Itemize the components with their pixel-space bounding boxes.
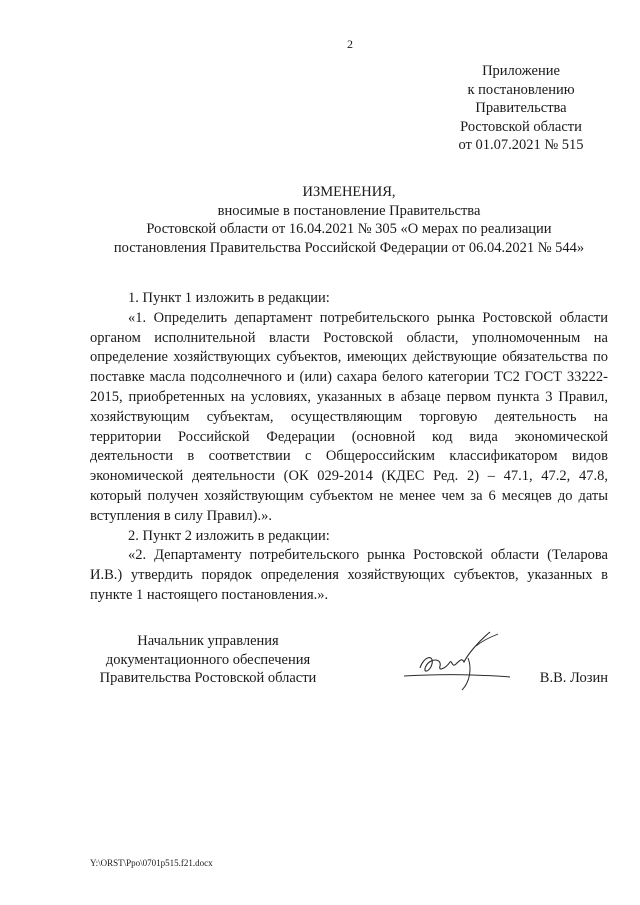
heading-line: вносимые в постановление Правительства [217, 202, 481, 219]
heading-line: Ростовской области от 16.04.2021 № 305 «О мерах по реализации [146, 221, 552, 237]
appendix-line: к постановлению [467, 81, 575, 98]
appendix-line: Правительства [475, 100, 567, 116]
body-paragraph: 1. Пункт 1 изложить в редакции: [128, 290, 330, 306]
signatory-position [88, 632, 328, 688]
document-body [90, 289, 608, 606]
appendix-line: Приложение [482, 63, 560, 79]
heading-line: постановления Правительства Российской Федерации от 06.04.2021 № 544» [113, 239, 585, 256]
position-line: документационного обеспечения [105, 651, 311, 668]
body-paragraph: 2. Пункт 2 изложить в редакции: [128, 527, 330, 544]
position-line: Правительства Ростовской области [99, 670, 317, 686]
appendix-line: Ростовской области [460, 118, 582, 135]
body-paragraph: «1. Определить департамент потребительского рынка Ростовской области органом исполнительной власти Ростовской области, уполномоченным на определение хозяйствующих субъектов, имеющих действующие обязательства по поставке масла подсолнечного и (или) сахара белого категории ТС2 ГОСТ 33222-2015, приобретенных на условиях, указанных в абзаце первом пункта 3 Правил, хозяйствующим субъектам, осуществляющим торговую деятельность на территории Российской Федерации (основной код вида экономической деятельности в соответствии с Общероссийским классификатором видов экономической деятельности (ОК 029-2014 (КДЕС Ред. 2) – 47.1, 47.2, 47.8, который получен хозяйствующим субъектом не менее чем за 6 месяцев до даты вступления в силу Правил).». [90, 309, 608, 524]
signatory-name: В.В. Лозин [539, 670, 608, 686]
appendix-line: от 01.07.2021 № 515 [458, 137, 584, 153]
appendix-block [436, 62, 606, 155]
body-paragraph: «2. Департаменту потребительского рынка Ростовской области (Теларова И.В.) утвердить порядок определения хозяйствующих субъектов, указанных в пункте 1 настоящего постановления.». [90, 547, 608, 603]
document-title: ИЗМЕНЕНИЯ, [302, 184, 396, 200]
file-path: Y:\ORST\Ppo\0701p515.f21.docx [90, 858, 213, 868]
handwritten-signature [402, 628, 512, 698]
document-heading [90, 183, 608, 257]
page-number: 2 [347, 37, 353, 51]
position-line: Начальник управления [137, 633, 279, 649]
